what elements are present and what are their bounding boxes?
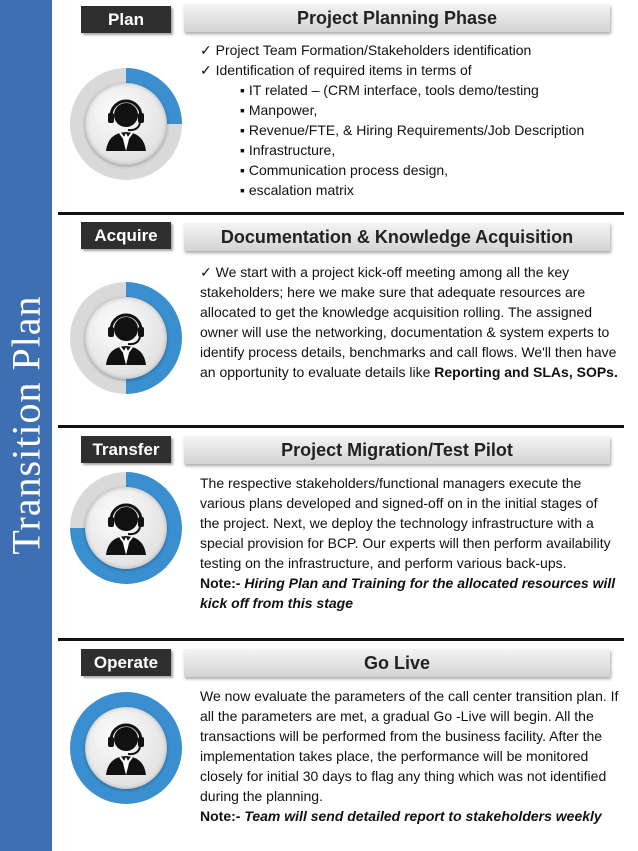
phase-tag-transfer: Transfer [81, 436, 171, 463]
page-title: Transition Plan [3, 295, 49, 555]
sidebar [0, 0, 52, 851]
transfer-content [200, 473, 620, 613]
acquire-content [200, 262, 620, 382]
progress-ring-operate [70, 692, 182, 804]
phase-heading-acquire: Documentation & Knowledge Acquisition [184, 223, 610, 251]
list-item: ▪ Manpower, [240, 102, 318, 118]
phase-heading-transfer: Project Migration/Test Pilot [184, 436, 610, 464]
list-item: ▪ IT related – (CRM interface, tools demo/testing [240, 82, 539, 98]
operate-content [200, 686, 620, 826]
progress-ring-transfer [70, 472, 182, 584]
plan-content [200, 40, 620, 200]
operate-note: Note:- Team will send detailed report to stakeholders weekly [200, 808, 602, 824]
list-item: ▪ Communication process design, [240, 162, 449, 178]
section-divider [58, 212, 624, 215]
section-divider [58, 638, 624, 641]
list-item: ▪ Infrastructure, [240, 142, 336, 158]
phase-heading-plan: Project Planning Phase [184, 4, 610, 32]
list-item: ▪ Revenue/FTE, & Hiring Requirements/Job Description [240, 122, 585, 138]
operate-text: We now evaluate the parameters of the call center transition plan. If all the parameters are met, a gradual Go -Live will begin. All the transactions will be performed from the business facility. After the implementation takes place, the performance will be monitored closely for initial 30 days to flag any thing which was not identified during the planning. [200, 688, 619, 804]
headset-agent-icon [98, 719, 154, 777]
phase-tag-operate: Operate [81, 649, 171, 676]
headset-agent-icon [98, 95, 154, 153]
acquire-text: ✓ We start with a project kick-off meeting among all the key stakeholders; here we make sure that adequate resources are allocated to get the knowledge acquisition rolling. The assigned owner will use the networking, documentation & system experts to identify process details, benchmarks and call flows. We'll then have an opportunity to evaluate details like Reporting and SLAs, SOPs. [200, 264, 618, 380]
list-item: ▪ escalation matrix [240, 182, 354, 198]
progress-ring-acquire [70, 282, 182, 394]
headset-agent-icon [98, 309, 154, 367]
check-item: ✓ Identification of required items in terms of [200, 62, 472, 78]
transfer-text: The respective stakeholders/functional managers execute the various plans developed and signed-off on in the initial stages of the project. Next, we deploy the technology infrastructure with a special provision for BCP. Our experts will then perform availability testing on the infrastructure, and perform various back-ups. [200, 475, 611, 571]
progress-ring-plan [70, 68, 182, 180]
phase-tag-acquire: Acquire [81, 222, 171, 249]
phase-heading-operate: Go Live [184, 649, 610, 677]
phase-tag-plan: Plan [81, 6, 171, 33]
check-item: ✓ Project Team Formation/Stakeholders identification [200, 42, 532, 58]
transfer-note: Note:- Hiring Plan and Training for the allocated resources will kick off from this stage [200, 575, 616, 611]
headset-agent-icon [98, 499, 154, 557]
section-divider [58, 425, 624, 428]
